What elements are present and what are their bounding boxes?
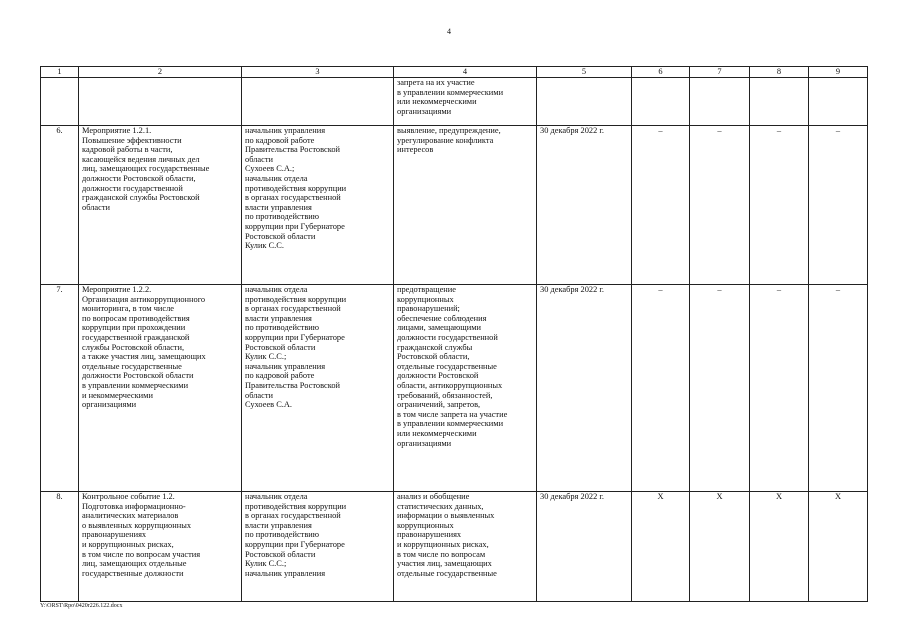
table-row bbox=[41, 285, 868, 492]
status-cell: – bbox=[690, 126, 750, 285]
row-number: 7. bbox=[41, 285, 79, 492]
measure-description: Мероприятие 1.2.1. Повышение эффективности кадровой работы в части, касающейся ведения личных дел лиц, замещающих государственные должности Ростовской области, должности государственной гражданской службы Ростовской области bbox=[79, 126, 242, 285]
deadline: 30 декабря 2022 г. bbox=[537, 492, 632, 602]
column-header: 6 bbox=[632, 67, 690, 78]
table-row bbox=[41, 492, 868, 602]
status-cell: Х bbox=[690, 492, 750, 602]
expected-result: выявление, предупреждение, урегулирование конфликта интересов bbox=[394, 126, 537, 285]
row-number: 8. bbox=[41, 492, 79, 602]
column-header: 2 bbox=[79, 67, 242, 78]
responsible-executor: начальник управления по кадровой работе Правительства Ростовской области Сухоеев С.А.; начальник отдела противодействия коррупции в органах государственной власти управления по противодействию коррупции при Губернаторе Ростовской области Кулик С.С. bbox=[242, 126, 394, 285]
deadline: 30 декабря 2022 г. bbox=[537, 285, 632, 492]
page-number: 4 bbox=[447, 27, 451, 36]
row-number: 6. bbox=[41, 126, 79, 285]
status-cell: Х bbox=[809, 492, 868, 602]
column-number-row bbox=[41, 67, 868, 78]
column-header: 1 bbox=[41, 67, 79, 78]
table-row bbox=[41, 126, 868, 285]
expected-result: предотвращение коррупционных правонарушений; обеспечение соблюдения лицами, замещающими должности государственной гражданской службы Ростовской области, отдельные государственные должности Ростовской области, антикоррупционных требований, обязанностей, ограничений, запретов, в том числе запрета на участие в управлении коммерческими или некоммерческими организациями bbox=[394, 285, 537, 492]
measures-table bbox=[40, 66, 868, 602]
status-cell: Х bbox=[632, 492, 690, 602]
status-cell: Х bbox=[750, 492, 809, 602]
status-cell: – bbox=[750, 126, 809, 285]
responsible-executor: начальник отдела противодействия коррупции в органах государственной власти управления по противодействию коррупции при Губернаторе Ростовской области Кулик С.С.; начальник управления по кадровой работе Правительства Ростовской области Сухоеев С.А. bbox=[242, 285, 394, 492]
column-header: 3 bbox=[242, 67, 394, 78]
status-cell: – bbox=[632, 126, 690, 285]
expected-result: запрета на их участие в управлении коммерческими или некоммерческими организациями bbox=[394, 78, 537, 126]
status-cell: – bbox=[750, 285, 809, 492]
column-header: 4 bbox=[394, 67, 537, 78]
table-row bbox=[41, 78, 868, 126]
measure-description: Контрольное событие 1.2. Подготовка информационно- аналитических материалов о выявленных коррупционных правонарушениях и коррупционных рисках, в том числе по вопросам участия лиц, замещающих отдельные государственные должности bbox=[79, 492, 242, 602]
status-cell: – bbox=[809, 126, 868, 285]
column-header: 7 bbox=[690, 67, 750, 78]
status-cell: – bbox=[809, 285, 868, 492]
status-cell: – bbox=[632, 285, 690, 492]
column-header: 9 bbox=[809, 67, 868, 78]
responsible-executor: начальник отдела противодействия коррупции в органах государственной власти управления по противодействию коррупции при Губернаторе Ростовской области Кулик С.С.; начальник управления bbox=[242, 492, 394, 602]
column-header: 8 bbox=[750, 67, 809, 78]
deadline: 30 декабря 2022 г. bbox=[537, 126, 632, 285]
file-path-footer: Y:\ORST\Rpo\0420r226.122.docx bbox=[40, 603, 123, 609]
expected-result: анализ и обобщение статистических данных, информации о выявленных коррупционных правонарушениях и коррупционных рисках, в том числе по вопросам участия лиц, замещающих отдельные государственные bbox=[394, 492, 537, 602]
column-header: 5 bbox=[537, 67, 632, 78]
measure-description: Мероприятие 1.2.2. Организация антикоррупционного мониторинга, в том числе по вопросам противодействия коррупции при прохождении государственной гражданской службы Ростовской области, а также участия лиц, замещающих отдельные государственные должности Ростовской области в управлении коммерческими и некоммерческими организациями bbox=[79, 285, 242, 492]
status-cell: – bbox=[690, 285, 750, 492]
